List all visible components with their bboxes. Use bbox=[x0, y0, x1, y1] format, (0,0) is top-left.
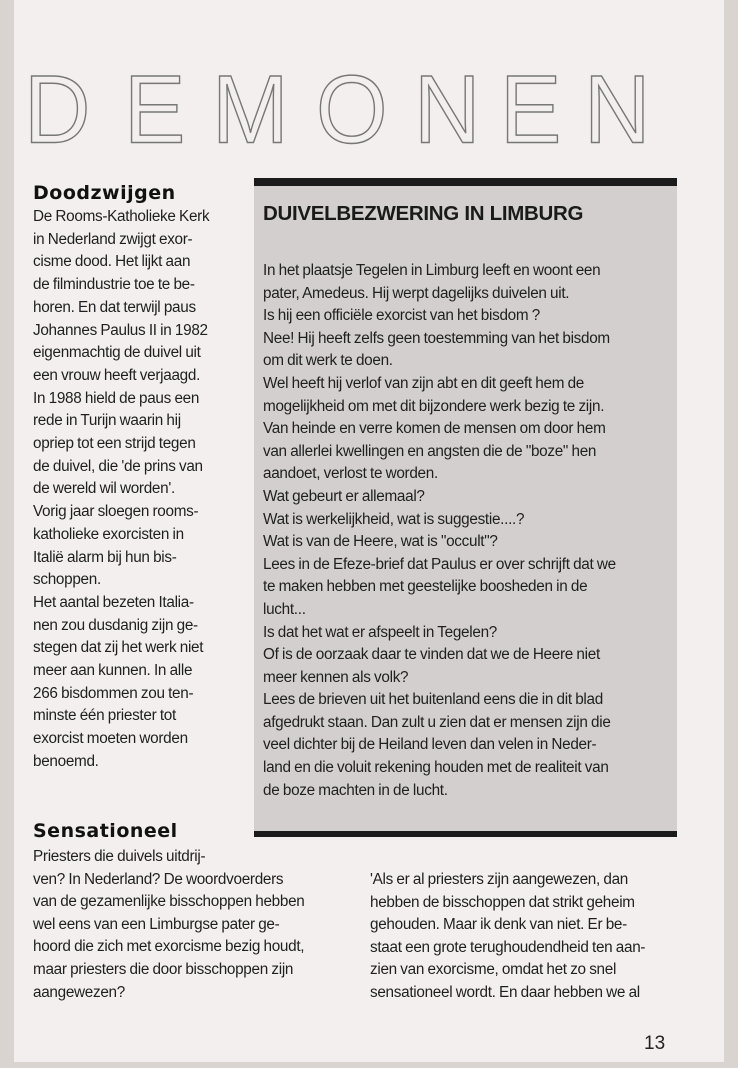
body-line: gehouden. Maar ik denk van niet. Er be- bbox=[370, 916, 627, 934]
box-line: In het plaatsje Tegelen in Limburg leeft en woont een bbox=[263, 262, 601, 279]
doodzwijgen-body bbox=[33, 206, 255, 774]
box-line: Wat gebeurt er allemaal? bbox=[263, 487, 425, 505]
box-line: aandoet, verlost te worden. bbox=[263, 465, 438, 483]
body-line: van de gezamenlijke bisschoppen hebben bbox=[33, 893, 305, 911]
box-top-rule bbox=[254, 178, 677, 186]
body-line: benoemd. bbox=[33, 752, 99, 770]
body-line: Priesters die duivels uitdrij- bbox=[33, 848, 206, 865]
title-letter: N bbox=[414, 56, 481, 164]
body-line: Johannes Paulus II in 1982 bbox=[33, 321, 208, 339]
box-title: DUIVELBEZWERING IN LIMBURG bbox=[263, 202, 584, 225]
box-line: Wel heeft hij verlof van zijn abt en dit geeft hem de bbox=[263, 374, 584, 392]
box-body bbox=[263, 260, 668, 802]
body-line: de duivel, die 'de prins van bbox=[33, 457, 203, 475]
body-line: een vrouw heeft verjaagd. bbox=[33, 366, 201, 384]
body-line: aangewezen? bbox=[33, 983, 125, 1001]
body-line: schoppen. bbox=[33, 571, 101, 589]
box-line: Is dat het wat er afspeelt in Tegelen? bbox=[263, 623, 497, 641]
body-line: sensationeel wordt. En daar hebben we al bbox=[370, 983, 640, 1001]
title-letter: E bbox=[500, 56, 562, 164]
sensationeel-heading: Sensationeel bbox=[33, 820, 178, 842]
body-line: wel eens van een Limburgse pater ge- bbox=[33, 915, 280, 933]
title-letter: E bbox=[124, 56, 186, 164]
title-letter: N bbox=[584, 56, 651, 164]
box-line: Wat is werkelijkheid, wat is suggestie....? bbox=[263, 510, 525, 528]
box-line: Is hij een officiële exorcist van het bisdom ? bbox=[263, 307, 540, 325]
body-line: minste één priester tot bbox=[33, 707, 176, 725]
body-line: Het aantal bezeten Italia- bbox=[33, 593, 194, 611]
box-line: afgedrukt staan. Dan zult u zien dat er mensen zijn die bbox=[263, 713, 611, 731]
title-letter: O bbox=[316, 56, 388, 164]
body-line: rede in Turijn waarin hij bbox=[33, 412, 181, 430]
body-line: 'Als er al priesters zijn aangewezen, dan bbox=[370, 871, 629, 888]
box-line: te maken hebben met geestelijke boosheden in de bbox=[263, 578, 588, 596]
body-line: opriep tot een strijd tegen bbox=[33, 435, 196, 453]
body-line: meer aan kunnen. In alle bbox=[33, 662, 193, 680]
title-letter: M bbox=[212, 56, 289, 164]
box-line: lucht... bbox=[263, 600, 306, 618]
body-line: cisme dood. Het lijkt aan bbox=[33, 253, 191, 271]
sensationeel-section bbox=[33, 818, 178, 844]
body-line: katholieke exorcisten in bbox=[33, 525, 184, 543]
body-line: Italië alarm bij hun bis- bbox=[33, 548, 177, 566]
doodzwijgen-column bbox=[33, 180, 255, 774]
body-line: de wereld wil worden'. bbox=[33, 480, 175, 498]
box-line: Van heinde en verre komen de mensen om door hem bbox=[263, 420, 606, 438]
body-line: nen zou dusdanig zijn ge- bbox=[33, 616, 198, 634]
box-line: de boze machten in de lucht. bbox=[263, 781, 448, 799]
box-line: pater, Amedeus. Hij werpt dagelijks duivelen uit. bbox=[263, 284, 570, 302]
body-line: zien van exorcisme, omdat het zo snel bbox=[370, 961, 617, 979]
box-line: veel dichter bij de Heiland leven dan velen in Neder- bbox=[263, 736, 597, 754]
title-letter: D bbox=[24, 56, 91, 164]
box-line: Lees in de Efeze-brief dat Paulus er over schrijft dat we bbox=[263, 555, 616, 573]
limburg-sidebar-box bbox=[254, 178, 677, 837]
body-line: In 1988 hield de paus een bbox=[33, 389, 200, 407]
body-line: hebben de bisschoppen dat strikt geheim bbox=[370, 893, 635, 911]
body-line: de filmindustrie toe te be- bbox=[33, 276, 195, 294]
box-line: Nee! Hij heeft zelfs geen toestemming van het bisdom bbox=[263, 329, 610, 347]
doodzwijgen-heading: Doodzwijgen bbox=[33, 182, 176, 204]
page-number: 13 bbox=[644, 1033, 666, 1054]
box-line: om dit werk te doen. bbox=[263, 352, 393, 370]
body-line: horen. En dat terwijl paus bbox=[33, 298, 196, 316]
body-line: De Rooms-Katholieke Kerk bbox=[33, 208, 210, 225]
box-line: Of is de oorzaak daar te vinden dat we de Heere niet bbox=[263, 646, 600, 664]
page-title-demonen bbox=[24, 56, 714, 164]
body-line: exorcist moeten worden bbox=[33, 730, 188, 748]
sensationeel-left-column bbox=[33, 846, 351, 1004]
body-line: eigenmachtig de duivel uit bbox=[33, 344, 201, 362]
box-line: land en die voluit rekening houden met de realiteit van bbox=[263, 759, 609, 777]
body-line: in Nederland zwijgt exor- bbox=[33, 230, 193, 248]
body-line: ven? In Nederland? De woordvoerders bbox=[33, 870, 284, 888]
sensationeel-right-column bbox=[370, 869, 680, 1005]
body-line: hoord die zich met exorcisme bezig houdt, bbox=[33, 938, 305, 956]
box-line: Wat is van de Heere, wat is "occult"? bbox=[263, 533, 498, 551]
body-line: maar priesters die door bisschoppen zijn bbox=[33, 960, 294, 978]
box-bottom-rule bbox=[254, 831, 677, 837]
box-line: mogelijkheid om met dit bijzondere werk bezig te zijn. bbox=[263, 397, 605, 415]
box-line: Lees de brieven uit het buitenland eens die in dit blad bbox=[263, 691, 603, 709]
body-line: staat een grote terughoudendheid ten aan- bbox=[370, 938, 646, 956]
body-line: 266 bisdommen zou ten- bbox=[33, 684, 194, 702]
body-line: stegen dat zij het werk niet bbox=[33, 639, 204, 657]
box-line: meer kennen als volk? bbox=[263, 668, 409, 686]
box-line: van allerlei kwellingen en angsten die de "boze" hen bbox=[263, 442, 597, 460]
body-line: Vorig jaar sloegen rooms- bbox=[33, 503, 199, 521]
